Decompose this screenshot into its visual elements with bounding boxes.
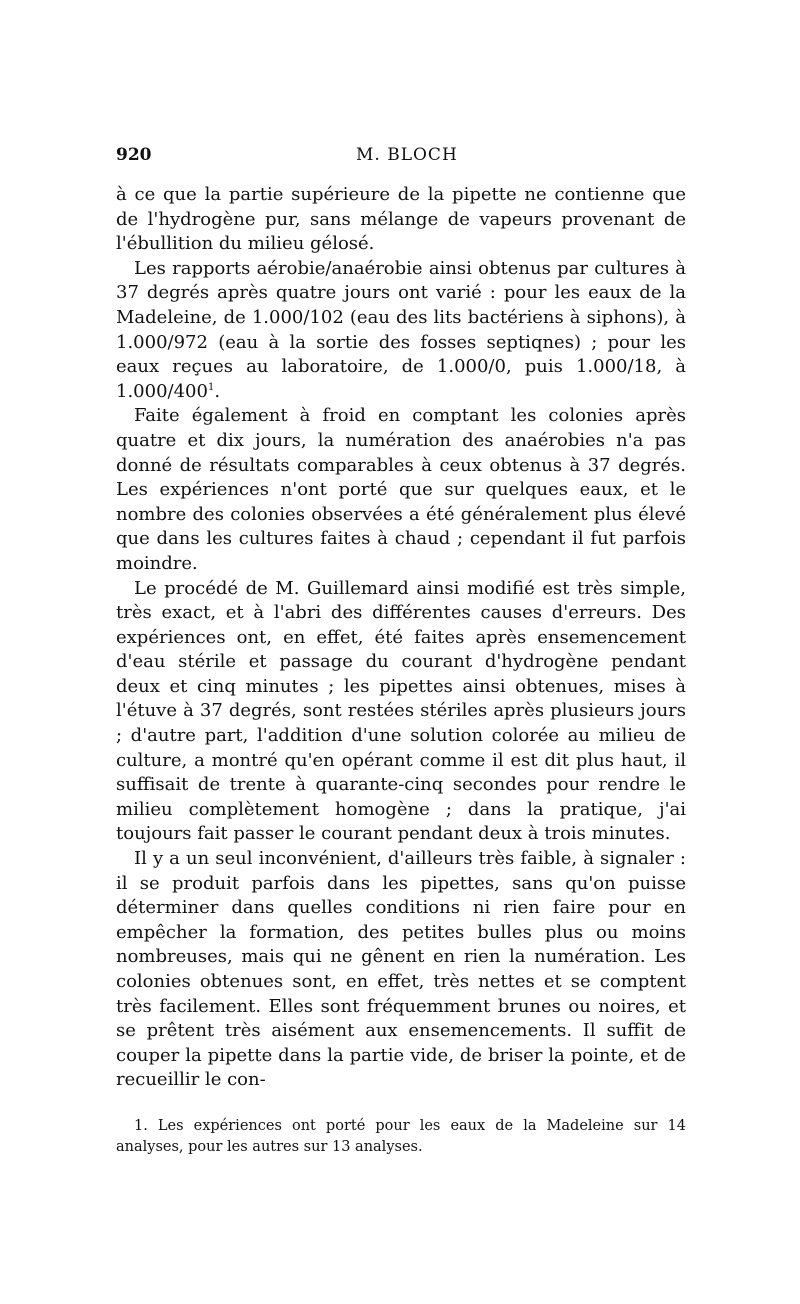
paragraph-ratios-text: Les rapports aérobie/anaérobie ainsi obtenus par cultures à 37 degrés après quatre jours ont varié : pour les eaux de la Madeleine, de 1.000/102 (eau des lits bactériens à siphons), à 1.000/972 (eau à la sortie des fosses septiqnes) ; pour les eaux reçues au laboratoire, de 1.000/0, puis 1.000/18, à 1.000/400 <box>116 257 686 402</box>
paragraph-cold-count: Faite également à froid en comptant les colonies après quatre et dix jours, la numération des anaérobies n'a pas donné de résultats comparables à ceux obtenus à 37 degrés. Les expériences n'ont porté que sur quelques eaux, et le nombre des colonies observées a été généralement plus élevé que dans les cultures faites à chaud ; cependant il fut parfois moindre. <box>116 405 686 574</box>
paragraph-ratios-end: . <box>214 380 221 402</box>
body-text <box>116 183 686 1093</box>
footnote-reference[interactable]: 1 <box>207 381 215 393</box>
running-head <box>116 145 686 169</box>
paragraph-procedure: Le procédé de M. Guillemard ainsi modifié est très simple, très exact, et à l'abri des différentes causes d'erreurs. Des expériences ont, en effet, été faites après ensemencement d'eau stérile et passage du courant d'hydrogène pendant deux et cinq minutes ; les pipettes ainsi obtenues, mises à l'étuve à 37 degrés, sont restées stériles après plusieurs jours ; d'autre part, l'addition d'une solution colorée au milieu de culture, a montré qu'en opérant comme il est dit plus haut, il suffisait de trente à quarante-cinq secondes pour rendre le milieu complètement homogène ; dans la pratique, j'ai toujours fait passer le courant pendant deux à trois minutes. <box>116 577 686 845</box>
paragraph-continuation: à ce que la partie supérieure de la pipette ne contienne que de l'hydrogène pur, sans mélange de vapeurs provenant de l'ébullition du milieu gélosé. <box>116 184 686 255</box>
running-head-author: M. BLOCH <box>356 145 458 165</box>
page-number: 920 <box>116 145 152 165</box>
footnotes <box>116 1116 686 1158</box>
paragraph-inconvenience: Il y a un seul inconvénient, d'ailleurs très faible, à signaler : il se produit parfois dans les pipettes, sans qu'on puisse déterminer dans quelles conditions ni rien faire pour en empêcher la formation, des petites bulles plus ou moins nombreuses, mais qui ne gênent en rien la numération. Les colonies obtenues sont, en effet, très nettes et se comptent très facilement. Elles sont fréquemment brunes ou noires, et se prêtent très aisément aux ensemencements. Il suffit de couper la pipette dans la partie vide, de briser la pointe, et de recueillir le con- <box>116 848 686 1091</box>
footnote-1: 1. Les expériences ont porté pour les eaux de la Madeleine sur 14 analyses, pour les autres sur 13 analyses. <box>116 1118 686 1155</box>
paragraph-ratios <box>116 257 686 405</box>
